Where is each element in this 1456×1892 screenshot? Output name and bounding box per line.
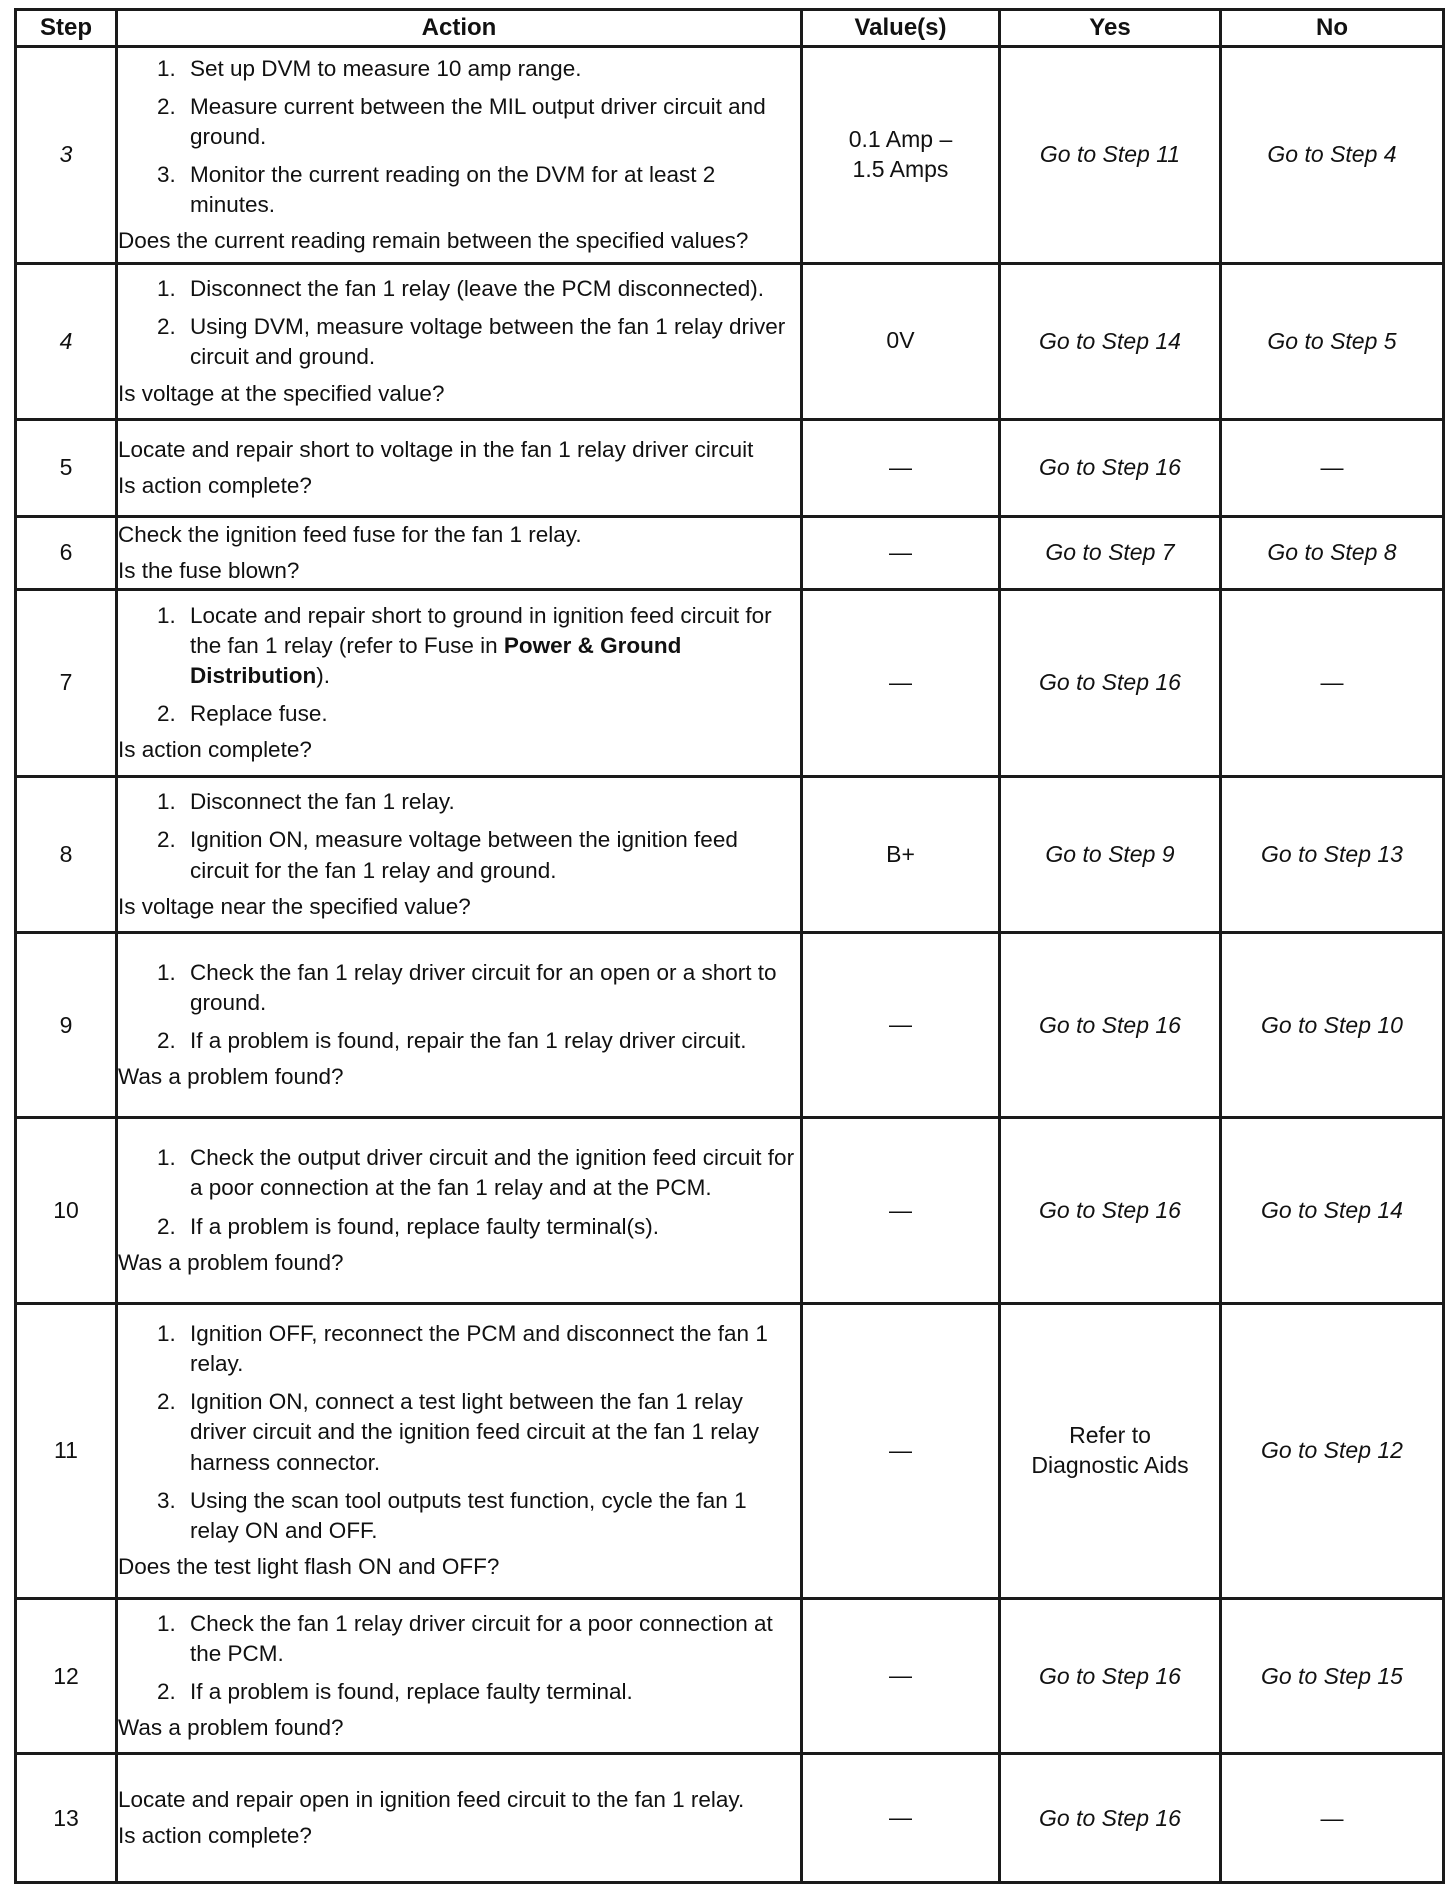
yes-cell: Go to Step 16 (1000, 1118, 1221, 1303)
table-row (16, 263, 1444, 419)
header-no: No (1221, 10, 1444, 47)
action-step-text: Locate and repair short to ground in ignition feed circuit for the fan 1 relay (refer to Fuse in (190, 602, 772, 658)
action-steps (118, 601, 800, 730)
value-cell: — (802, 1754, 1000, 1883)
value-cell: — (802, 1598, 1000, 1754)
value-cell: 0V (802, 263, 1000, 419)
action-step-text-end: ). (316, 662, 330, 688)
action-question: Is voltage at the specified value? (118, 380, 445, 406)
table-header-row (16, 10, 1444, 47)
yes-cell: Go to Step 16 (1000, 1754, 1221, 1883)
table-row (16, 1598, 1444, 1754)
action-step: 2. Ignition ON, measure voltage between the ignition feed circuit for the fan 1 relay and ground. (182, 825, 800, 885)
value-cell: — (802, 1118, 1000, 1303)
step-number: 7 (16, 589, 117, 776)
value-cell: B+ (802, 777, 1000, 933)
yes-cell: Go to Step 14 (1000, 263, 1221, 419)
action-step: 2. If a problem is found, replace faulty terminal. (182, 1677, 800, 1707)
step-number: 5 (16, 419, 117, 516)
step-number: 12 (16, 1598, 117, 1754)
no-cell: Go to Step 4 (1221, 47, 1444, 264)
no-cell: Go to Step 13 (1221, 777, 1444, 933)
header-yes: Yes (1000, 10, 1221, 47)
action-cell (117, 1303, 802, 1598)
action-cell (117, 516, 802, 589)
action-question: Was a problem found? (118, 1064, 344, 1090)
header-step: Step (16, 10, 117, 47)
header-action: Action (117, 10, 802, 47)
header-values: Value(s) (802, 10, 1000, 47)
step-number: 3 (16, 47, 117, 264)
action-step: 2. If a problem is found, replace faulty terminal(s). (182, 1212, 800, 1242)
action-cell (117, 1598, 802, 1754)
value-cell: — (802, 589, 1000, 776)
action-question: Does the current reading remain between the specified values? (118, 228, 749, 254)
no-cell: Go to Step 8 (1221, 516, 1444, 589)
step-number: 4 (16, 263, 117, 419)
action-cell (117, 932, 802, 1117)
action-text: Locate and repair short to voltage in the fan 1 relay driver circuit (118, 436, 754, 462)
action-question: Was a problem found? (118, 1249, 344, 1275)
step-number: 11 (16, 1303, 117, 1598)
table-row (16, 777, 1444, 933)
action-step: 1. Check the fan 1 relay driver circuit for a poor connection at the PCM. (182, 1609, 800, 1669)
action-cell (117, 777, 802, 933)
diagnostic-table-page (14, 8, 1442, 1884)
no-cell: Go to Step 5 (1221, 263, 1444, 419)
step-number: 8 (16, 777, 117, 933)
yes-cell: Refer to Diagnostic Aids (1000, 1303, 1221, 1598)
action-question: Is action complete? (118, 737, 312, 763)
action-steps (118, 1319, 800, 1546)
step-number: 6 (16, 516, 117, 589)
action-step: 1. Disconnect the fan 1 relay (leave the PCM disconnected). (182, 274, 800, 304)
yes-cell: Go to Step 11 (1000, 47, 1221, 264)
doc-reference: Power & Ground Distribution (190, 632, 682, 688)
action-step: 1. Set up DVM to measure 10 amp range. (182, 54, 800, 84)
action-cell (117, 1754, 802, 1883)
value-cell: — (802, 419, 1000, 516)
action-steps (118, 1143, 800, 1241)
value-cell: — (802, 932, 1000, 1117)
action-question: Does the test light flash ON and OFF? (118, 1554, 500, 1580)
yes-cell: Go to Step 16 (1000, 932, 1221, 1117)
action-step: 1. Disconnect the fan 1 relay. (182, 787, 800, 817)
no-cell: Go to Step 14 (1221, 1118, 1444, 1303)
value-cell: 0.1 Amp – 1.5 Amps (802, 47, 1000, 264)
no-cell: — (1221, 419, 1444, 516)
action-step: 2. Measure current between the MIL output driver circuit and ground. (182, 92, 800, 152)
table-row (16, 1303, 1444, 1598)
yes-cell: Go to Step 16 (1000, 419, 1221, 516)
action-step: 1. Check the output driver circuit and the ignition feed circuit for a poor connection at the fan 1 relay and at the PCM. (182, 1143, 800, 1203)
action-steps (118, 54, 800, 221)
action-steps (118, 1609, 800, 1707)
no-cell: — (1221, 589, 1444, 776)
no-cell: — (1221, 1754, 1444, 1883)
action-step: 1. Check the fan 1 relay driver circuit for an open or a short to ground. (182, 958, 800, 1018)
value-cell: — (802, 1303, 1000, 1598)
action-step (182, 601, 800, 691)
yes-cell: Go to Step 16 (1000, 589, 1221, 776)
action-steps (118, 958, 800, 1056)
action-steps (118, 274, 800, 372)
table-row (16, 516, 1444, 589)
table-row (16, 1754, 1444, 1883)
step-number: 10 (16, 1118, 117, 1303)
table-row (16, 932, 1444, 1117)
table-row (16, 1118, 1444, 1303)
action-cell (117, 1118, 802, 1303)
action-cell (117, 589, 802, 776)
action-step: 2. Using DVM, measure voltage between the fan 1 relay driver circuit and ground. (182, 312, 800, 372)
no-cell: Go to Step 10 (1221, 932, 1444, 1117)
yes-cell: Go to Step 9 (1000, 777, 1221, 933)
action-cell (117, 47, 802, 264)
action-step: 2. Replace fuse. (182, 699, 800, 729)
value-cell: — (802, 516, 1000, 589)
no-cell: Go to Step 15 (1221, 1598, 1444, 1754)
table-row (16, 589, 1444, 776)
yes-cell: Go to Step 7 (1000, 516, 1221, 589)
diagnostic-table (14, 8, 1445, 1884)
yes-cell: Go to Step 16 (1000, 1598, 1221, 1754)
action-question: Is action complete? (118, 1823, 312, 1849)
action-question: Is voltage near the specified value? (118, 893, 471, 919)
action-question: Is action complete? (118, 472, 312, 498)
action-step: 2. If a problem is found, repair the fan 1 relay driver circuit. (182, 1026, 800, 1056)
action-step: 3. Using the scan tool outputs test function, cycle the fan 1 relay ON and OFF. (182, 1486, 800, 1546)
action-text: Check the ignition feed fuse for the fan 1 relay. (118, 521, 582, 547)
step-number: 9 (16, 932, 117, 1117)
action-step: 3. Monitor the current reading on the DVM for at least 2 minutes. (182, 160, 800, 220)
action-steps (118, 787, 800, 885)
no-cell: Go to Step 12 (1221, 1303, 1444, 1598)
step-number: 13 (16, 1754, 117, 1883)
table-row (16, 419, 1444, 516)
action-step: 2. Ignition ON, connect a test light between the fan 1 relay driver circuit and the ignition feed circuit at the fan 1 relay harness connector. (182, 1387, 800, 1477)
action-text: Locate and repair open in ignition feed circuit to the fan 1 relay. (118, 1787, 745, 1813)
action-cell (117, 263, 802, 419)
action-question: Is the fuse blown? (118, 557, 300, 583)
action-step: 1. Ignition OFF, reconnect the PCM and disconnect the fan 1 relay. (182, 1319, 800, 1379)
action-question: Was a problem found? (118, 1715, 344, 1741)
table-row (16, 47, 1444, 264)
action-cell (117, 419, 802, 516)
